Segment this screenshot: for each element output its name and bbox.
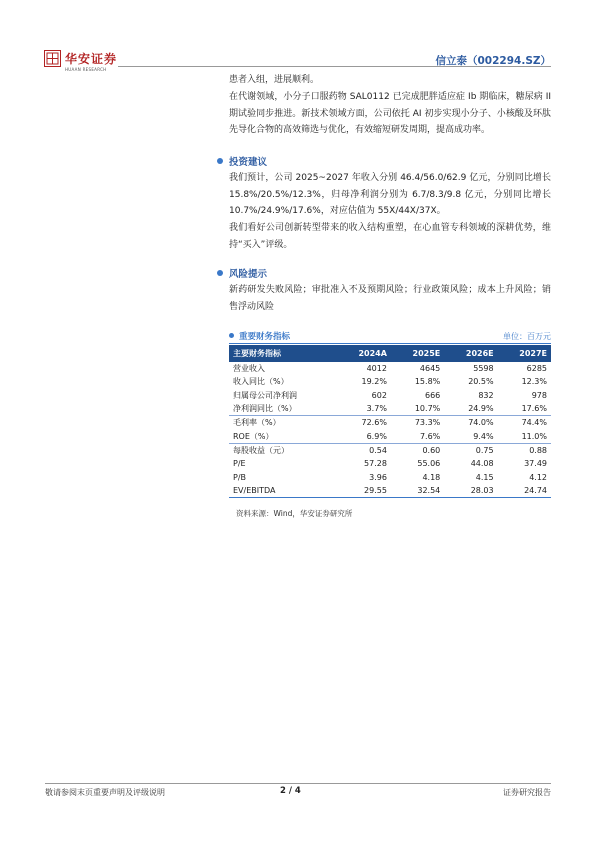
cell: 74.4% — [498, 416, 551, 430]
row-label: 收入同比（%） — [233, 377, 289, 387]
header-divider — [118, 66, 551, 67]
row-label: 毛利率（%） — [229, 416, 336, 430]
footer-disclaimer: 敬请参阅末页重要声明及评级说明 — [45, 788, 165, 797]
row-label: EV/EBITDA — [229, 484, 336, 498]
cell: 4645 — [419, 364, 441, 374]
paragraph-rating: 我们看好公司创新转型带来的收入结构重塑，在心血管专科领域的深耕优势，维持“买入”评级。 — [229, 223, 551, 250]
header-cell: 主要财务指标 — [229, 345, 336, 362]
cell: 832 — [478, 390, 494, 400]
cell: 29.55 — [336, 484, 390, 498]
cell: 74.0% — [444, 416, 497, 430]
table-title-text: 重要财务指标 — [239, 332, 291, 342]
paragraph-metabolism: 在代谢领域，小分子口服药物 SAL0112 已完成肥胖适应症 Ib 期临床，糖尿病 II 期试验同步推进。新技术领域方面，公司依托 AI 初步实现小分子、小核酸及环肽先导化合物的高效筛选与优化，有效缩短研发周期，提高成功率。 — [229, 92, 551, 135]
table-row — [229, 457, 551, 470]
table-row — [229, 429, 551, 443]
cell: 3.96 — [369, 472, 387, 482]
cell: 44.08 — [470, 459, 494, 469]
table-row — [229, 470, 551, 483]
row-label: 营业收入 — [233, 364, 265, 374]
cell: 0.60 — [391, 443, 444, 457]
cell: 4.18 — [422, 472, 441, 482]
table-row — [229, 402, 551, 416]
cell: 55.06 — [417, 459, 441, 469]
cell: 6.9% — [366, 431, 387, 441]
cell: 3.7% — [366, 404, 387, 414]
cell: 0.54 — [336, 443, 390, 457]
cell: 19.2% — [361, 377, 387, 387]
table-row — [229, 484, 551, 498]
table-row — [229, 416, 551, 430]
table-row — [229, 375, 551, 388]
table-header-row — [229, 345, 551, 362]
cell: 17.6% — [521, 404, 547, 414]
footer-report-type: 证券研究报告 — [503, 788, 551, 797]
logo-mark-icon — [44, 50, 61, 67]
bullet-dot-icon — [217, 158, 223, 164]
bullet-dot-icon — [217, 270, 223, 276]
cell: 7.6% — [419, 431, 441, 441]
cell: 6285 — [526, 364, 547, 374]
cell: 72.6% — [336, 416, 390, 430]
row-label: P/B — [233, 472, 247, 482]
table-top-rule — [229, 343, 551, 344]
financial-table — [229, 345, 551, 498]
cell: 37.49 — [524, 459, 547, 469]
row-label: 每股收益（元） — [229, 443, 336, 457]
row-label: 归属母公司净利润 — [233, 390, 297, 400]
cell: 32.54 — [391, 484, 444, 498]
logo-subtext: HUAAN RESEARCH — [65, 67, 107, 72]
header-cell: 2026E — [444, 345, 497, 362]
cell: 4012 — [366, 364, 387, 374]
cell: 24.9% — [468, 404, 494, 414]
table-title — [229, 330, 290, 342]
cell: 602 — [371, 390, 387, 400]
cell: 0.75 — [444, 443, 497, 457]
table-row — [229, 443, 551, 457]
header-cell: 2024A — [336, 345, 390, 362]
table-row — [229, 362, 551, 375]
cell: 20.5% — [468, 377, 494, 387]
table-row — [229, 389, 551, 402]
header-cell: 2027E — [498, 345, 551, 362]
cell: 28.03 — [444, 484, 497, 498]
cell: 24.74 — [498, 484, 551, 498]
cell: 11.0% — [521, 431, 547, 441]
cell: 9.4% — [473, 431, 494, 441]
paragraph-forecast: 我们预计，公司 2025~2027 年收入分别 46.4/56.0/62.9 亿元，分别同比增长 15.8%/20.5%/12.3%，归母净利润分别为 6.7/8.3/9.8 亿元，分别同比增长 10.7%/24.9%/17.6%，对应估值为 55X/44X/37X。 — [229, 173, 551, 216]
cell: 12.3% — [521, 377, 547, 387]
row-label: ROE（%） — [233, 431, 274, 441]
cell: 5598 — [473, 364, 494, 374]
cell: 666 — [424, 390, 441, 400]
section-investment-title: 投资建议 — [229, 157, 268, 168]
cell: 73.3% — [391, 416, 444, 430]
row-label: 净利润同比（%） — [233, 404, 297, 414]
company-title: 信立泰（002294.SZ） — [435, 55, 551, 67]
bullet-dot-icon — [229, 333, 234, 338]
section-risk-title: 风险提示 — [229, 269, 268, 280]
row-label: P/E — [233, 459, 246, 469]
cell: 15.8% — [414, 377, 441, 387]
paragraph-continued: 患者入组，进展顺利。 — [229, 75, 320, 85]
cell: 4.12 — [529, 472, 547, 482]
logo-name: 华安证券 — [65, 52, 118, 66]
cell: 0.88 — [498, 443, 551, 457]
footer-divider — [45, 783, 551, 784]
header-cell: 2025E — [391, 345, 444, 362]
page-number: 2 / 4 — [280, 786, 301, 796]
cell: 4.15 — [475, 472, 494, 482]
table-unit: 单位：百万元 — [503, 332, 551, 341]
section-risk — [217, 266, 267, 280]
cell: 57.28 — [364, 459, 387, 469]
section-investment — [217, 154, 267, 168]
paragraph-risk: 新药研发失败风险；审批准入不及预期风险；行业政策风险；成本上升风险；销售浮动风险 — [229, 285, 551, 312]
cell: 10.7% — [414, 404, 441, 414]
cell: 978 — [531, 390, 547, 400]
table-source: 资料来源：Wind，华安证券研究所 — [236, 509, 353, 518]
